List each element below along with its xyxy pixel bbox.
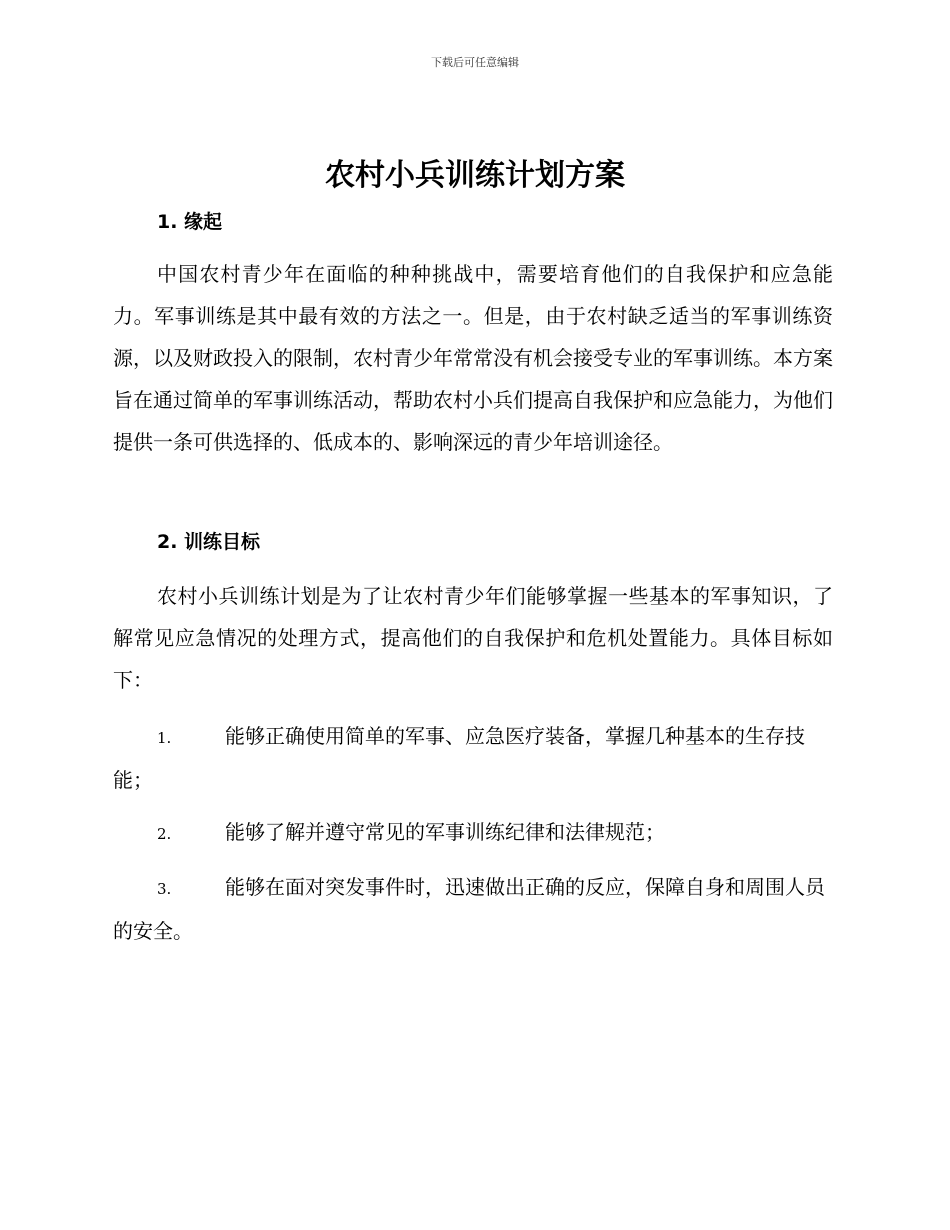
list-item-text: 能够正确使用简单的军事、应急医疗装备，掌握几种基本的生存技能； <box>113 724 805 792</box>
list-item-number: 2. <box>157 825 172 843</box>
list-item-number: 3. <box>157 880 172 898</box>
paragraph-goals: 农村小兵训练计划是为了让农村青少年们能够掌握一些基本的军事知识，了解常见应急情况的处理方式，提高他们的自我保护和危机处置能力。具体目标如下： <box>113 584 833 692</box>
page-header-note: 下载后可任意编辑 <box>431 56 519 69</box>
list-item <box>113 715 833 801</box>
list-item <box>113 811 833 855</box>
section-heading-goals: 2. 训练目标 <box>157 531 261 553</box>
list-item-number: 1. <box>157 729 172 747</box>
list-item-text: 能够在面对突发事件时，迅速做出正确的反应，保障自身和周围人员的安全。 <box>113 875 825 943</box>
paragraph-origin: 中国农村青少年在面临的种种挑战中，需要培育他们的自我保护和应急能力。军事训练是其中最有效的方法之一。但是，由于农村缺乏适当的军事训练资源，以及财政投入的限制，农村青少年常常没有机会接受专业的军事训练。本方案旨在通过简单的军事训练活动，帮助农村小兵们提高自我保护和应急能力，为他们提供一条可供选择的、低成本的、影响深远的青少年培训途径。 <box>113 262 833 454</box>
document-title: 农村小兵训练计划方案 <box>325 158 625 193</box>
list-item <box>113 866 833 952</box>
list-item-text: 能够了解并遵守常见的军事训练纪律和法律规范； <box>225 820 665 844</box>
section-heading-origin: 1. 缘起 <box>157 211 223 233</box>
